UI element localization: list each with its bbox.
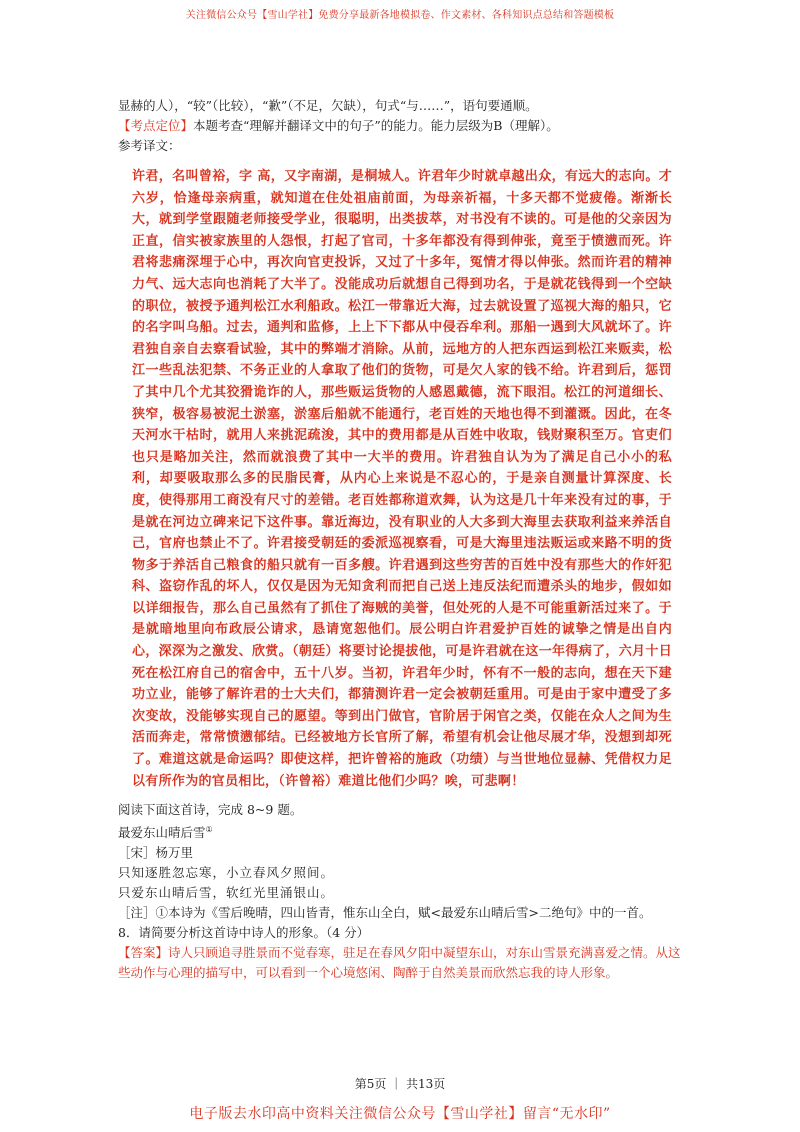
- page-number: 第5页 ｜ 共13页: [354, 1077, 446, 1091]
- poem-note: [118, 903, 693, 923]
- page-footer: 电子版去水印高中资料关注微信公众号【雪山学社】留言“无水印”: [189, 1106, 611, 1122]
- kaodian-text: 本题考查“理解并翻译文中的句子”的能力。能力层级为B（理解）。: [193, 118, 559, 133]
- page-header: 关注微信公众号【雪山学社】免费分享最新各地模拟卷、作文素材、各科知识点总结和答题模板: [185, 10, 615, 21]
- poem-note-text: ①本诗为《雪后晚晴，四山皆青，惟东山全白，赋<最爱东山晴后雪>二绝句》中的一首。: [155, 905, 652, 921]
- kaodian-line: [118, 116, 693, 136]
- intro-line: 显赫的人），“较”（比较），“歉”（不足，欠缺），句式“与……”，语句要通顺。: [118, 98, 538, 113]
- answer-block: [118, 943, 693, 983]
- reading-prompt: 阅读下面这首诗，完成 8~9 题。: [118, 802, 303, 818]
- question-8: 8．请简要分析这首诗中诗人的形象。（4 分）: [118, 925, 370, 941]
- document-body: [118, 96, 693, 983]
- poem-title-text: 最爱东山晴后雪: [118, 825, 206, 841]
- answer-text: 诗人只顾追寻胜景而不觉春寒，驻足在春风夕阳中凝望东山，对东山雪景充满喜爱之情。从这些动作与心理的描写中，可以看到一个心境悠闲、陶醉于自然美景而欣然忘我的诗人形象。: [118, 945, 681, 981]
- poem-title-mark: ①: [205, 825, 213, 835]
- kaodian-tag: 【考点定位】: [118, 118, 194, 133]
- answer-tag: 【答案】: [118, 945, 169, 961]
- poem-note-label: ［注］: [118, 905, 156, 921]
- poem-line-2: 只爱东山晴后雪，软红光里涌银山。: [118, 885, 335, 901]
- translation-text: 许君，名叫曾裕，字 高，又字南湖，是桐城人。许君年少时就卓越出众，有远大的志向。才六岁，恰逢母亲病重，就知道在住处祖庙前面，为母亲祈福，十多天都不觉疲倦。渐渐长大，就到学堂跟随老师接受学业，很聪明，出类拔萃，对书没有不读的。可是他的父亲因为正直，信实被家族里的人怨恨，打起了官司，十多年都没有得到伸张，竟至于愤懑而死。许君将悲痛深埋于心中，再次向官吏投诉，又过了十多年，冤情才得以伸张。然而许君的精神力气、远大志向也消耗了大半了。没能成功后就想自己得到功名，于是就花钱得到一个空缺的职位，被授予通判松江水利船政。松江一带靠近大海，过去就设置了巡视大海的船只，它的名字叫乌船。过去，通判和监修，上上下下都从中侵吞牟利。那船一遇到大风就坏了。许君独自亲自去察看试验，其中的弊端才消除。从前，远地方的人把东西运到松江来贩卖，松江一些乱法犯禁、不务正业的人拿取了他们的货物，可是欠人家的钱不给。许君到后，惩罚了其中几个尤其狡猾诡诈的人，那些贩运货物的人感恩戴德，流下眼泪。松江的河道细长、狭窄，极容易被泥土淤塞，淤塞后船就不能通行，老百姓的天地也得不到灌溉。因此，在冬天河水干枯时，就用人来挑泥疏浚，其中的费用都是从百姓中收取，钱财聚积至万。官吏们也只是略加关注，然而就浪费了其中一大半的费用。许君独自认为为了满足自己小小的私利，却要吸取那么多的民脂民膏，从内心上来说是不忍心的，于是亲自测量计算深度、长度，使得那用工商没有尺寸的差错。老百姓都称道欢舞，认为这是几十年来没有过的事，于是就在河边立碑来记下这件事。靠近海边，没有职业的人大多到大海里去获取利益来养活自己，官府也禁止不了。许君接受朝廷的委派巡视察看，可是大海里违法贩运或来路不明的货物多于养活自己粮食的船只就有一百多艘。许君遇到这些穷苦的百姓中没有那些大的作奸犯科、盗窃作乱的坏人，仅仅是因为无知贪利而把自己送上违反法纪而遭杀头的地步，假如如以详细报告，那么自己虽然有了抓住了海贼的美誉，但处死的人是不可能重新活过来了。于是就暗地里向布政辰公请求，恳请宽恕他们。辰公明白许君爱护百姓的诚挚之情是出自内心，深深为之激发、欣赏。（朝廷）将要讨论提拔他，可是许君就在这一年得病了，六月十日死在松江府自己的宿舍中，五十八岁。当初，许君年少时，怀有不一般的志向，想在天下建功立业，能够了解许君的士大夫们，都猜测许君一定会被朝廷重用。可是由于家中遭受了多次变故，没能够实现自己的愿望。等到出门做官，官阶居于闲官之类，仅能在众人之间为生活而奔走，常常愤懑郁结。已经被地方长官所了解，希望有机会让他尽展才华，没想到却死了。难道这就是命运吗？即使这样，把许曾裕的施政（功绩）与当世地位显赫、凭借权力足以有所作为的官员相比，（许曾裕）难道比他们少吗？唉，可悲啊！: [132, 169, 672, 789]
- cankao-label: 参考译文：: [118, 138, 181, 153]
- poem-title: [118, 820, 693, 843]
- poem-author: ［宋］杨万里: [118, 845, 194, 861]
- poem-line-1: 只知逐胜忽忘寒，小立春风夕照间。: [118, 865, 335, 881]
- poem-section: [118, 800, 693, 983]
